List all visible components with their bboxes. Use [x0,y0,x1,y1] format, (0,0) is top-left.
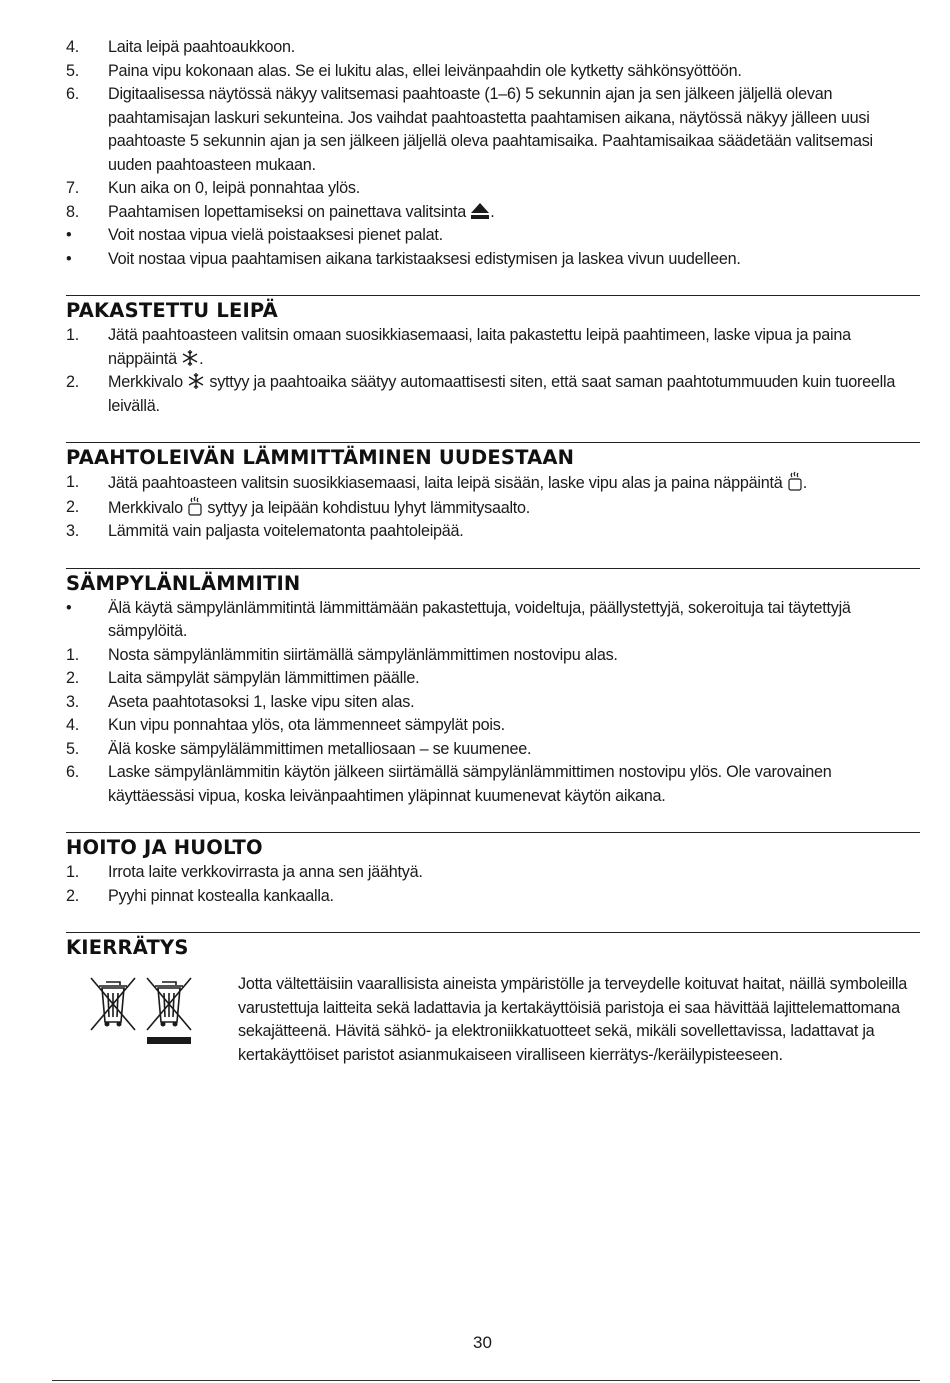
list-marker: 7. [66,179,80,197]
reheat-section [66,442,920,544]
reheat-icon [787,471,803,491]
section-heading: SÄMPYLÄNLÄMMITIN [66,571,301,595]
crossed-bin-icon [88,975,138,1035]
list-marker: 4. [66,716,80,734]
list-item [66,761,920,808]
list-item [66,60,920,84]
list-marker: 6. [66,763,80,781]
list-marker: 1. [66,645,80,664]
list-item [66,83,920,177]
care-section [66,832,920,908]
list-text: Laita sämpylät sämpylän lämmittimen päälle. [108,669,420,687]
bun-warmer-section [66,568,920,809]
list-marker: 2. [66,886,80,905]
list-text: Voit nostaa vipua vielä poistaaksesi pienet palat. [108,226,443,244]
list-item [66,371,920,418]
list-text: Paahtamisen lopettamiseksi on painettava valitsinta [108,202,466,221]
snowflake-icon [181,349,199,367]
list-text: Jätä paahtoasteen valitsin suosikkiasemaasi, laita leipä sisään, laske vipu alas ja paina näppäintä [108,474,783,492]
snowflake-icon [187,372,205,390]
eject-icon [470,202,490,220]
list-item [66,691,920,715]
list-item [66,738,920,762]
list-text: Kun aika on 0, leipä ponnahtaa ylös. [108,179,360,197]
list-text: Aseta paahtotasoksi 1, laske vipu siten alas. [108,692,415,711]
list-marker: 5. [66,739,80,758]
list-text: Laske sämpylänlämmitin käytön jälkeen siirtämällä sämpylänlämmittimen nostovipu ylös. Ole varovainen käyttäessäsi vipua, koska leivänpaahtimen yläpinnat kuumenevat käytön aikana. [108,763,832,805]
list-item [66,644,920,668]
list-item [66,248,920,272]
list-item [66,885,920,909]
list-item [66,520,920,544]
list-text: syttyy ja leipään kohdistuu lyhyt lämmitysaalto. [207,498,531,517]
list-text-suffix: . [199,349,204,368]
list-text: Kun vipu ponnahtaa ylös, ota lämmenneet sämpylät pois. [108,716,505,734]
list-marker: 6. [66,85,80,103]
crossed-bin-with-bar-icon [144,975,194,1045]
list-item [66,667,920,691]
section-heading: KIERRÄTYS [66,936,189,959]
list-text: syttyy ja paahtoaika säätyy automaattisesti siten, että saat saman paahtotummuuden kuin tuoreella leivällä. [108,373,896,415]
reheat-icon [187,496,203,516]
list-marker: 2. [66,497,80,516]
list-text: Laita leipä paahtoaukkoon. [108,38,296,56]
list-text: Jätä paahtoasteen valitsin omaan suosikkiasemaasi, laita pakastettu leipä paahtimeen, laske vipua ja paina näppäintä [108,326,851,368]
toasting-steps-list [66,36,920,271]
list-item [66,36,920,60]
list-marker: 4. [66,38,80,56]
list-text: Digitaalisessa näytössä näkyy valitsemasi paahtoaste (1–6) 5 sekunnin ajan ja sen jälkeen jäljellä olevan paahtamisajan laskuri sekunteina. Jos vaihdat paahtoastetta paahtamisen aikana, näytössä näkyy jälleen uusi paahtoaste 5 sekunnin ajan ja sen jälkeen jäljellä oleva paahtamisaika. Paahtamisaikaa säädetään valitsemasi uuden paahtoasteen mukaan. [108,85,873,174]
list-text-prefix: Merkkivalo [108,498,183,517]
section-heading: HOITO JA HUOLTO [66,836,263,859]
list-item [66,201,920,225]
list-marker: 5. [66,61,80,80]
section-heading: PAKASTETTU LEIPÄ [66,299,278,322]
list-marker: 1. [66,863,80,881]
list-text: Irrota laite verkkovirrasta ja anna sen jäähtyä. [108,863,423,881]
section-heading: PAAHTOLEIVÄN LÄMMITTÄMINEN UUDESTAAN [66,446,575,469]
list-marker: 3. [66,692,80,711]
list-text: Lämmitä vain paljasta voitelematonta paahtoleipää. [108,522,464,540]
list-item [66,471,920,496]
list-bullet: • [66,249,72,268]
page-number: 30 [473,1333,492,1352]
frozen-bread-section [66,295,920,418]
recycling-section [66,932,920,1067]
list-marker: 2. [66,373,80,391]
list-marker: 1. [66,473,80,491]
recycling-text: Jotta vältettäisiin vaarallisista aineista ympäristölle ja terveydelle koituvat haitat, näillä symboleilla varustettuja laitteita sekä ladattavia ja kertakäyttöisiä paristoja ei saa hävittää lajittelemattomana sekajätteenä. Hävitä sähkö- ja elektroniikkatuotteet sekä, mikäli sovellettavissa, ladattavat ja kertakäyttöiset paristot asianmukaiseen viralliseen kierrätys-/keräilypisteeseen. [238,975,907,1064]
list-item [66,597,920,644]
recycling-icons [66,973,238,1067]
list-text: Älä koske sämpylälämmittimen metalliosaan – se kuumenee. [108,739,532,758]
list-item [66,224,920,248]
list-item [66,861,920,885]
list-text-suffix: . [490,202,495,221]
list-marker: 2. [66,669,80,687]
list-text: Älä käytä sämpylänlämmitintä lämmittämään pakastettuja, voideltuja, päällystettyjä, sokeroituja tai täytettyjä sämpylöitä. [108,598,851,640]
list-item [66,177,920,201]
list-bullet: • [66,598,72,617]
list-item [66,496,920,521]
list-text: Nosta sämpylänlämmitin siirtämällä sämpylänlämmittimen nostovipu alas. [108,645,618,664]
list-text-suffix: . [802,474,807,492]
footer-divider [52,1380,920,1381]
list-marker: 1. [66,326,80,344]
list-text: Pyyhi pinnat kostealla kankaalla. [108,886,334,905]
list-text-prefix: Merkkivalo [108,373,183,391]
list-marker: 3. [66,522,80,540]
list-item [66,324,920,371]
recycling-block [66,973,920,1067]
list-text: Voit nostaa vipua paahtamisen aikana tarkistaaksesi edistymisen ja laskea vivun uudelleen. [108,249,741,268]
manual-page [66,36,920,1067]
list-text: Paina vipu kokonaan alas. Se ei lukitu alas, ellei leivänpaahdin ole kytketty sähkönsyöttöön. [108,61,742,80]
list-bullet: • [66,226,72,244]
list-item [66,714,920,738]
list-marker: 8. [66,202,80,221]
